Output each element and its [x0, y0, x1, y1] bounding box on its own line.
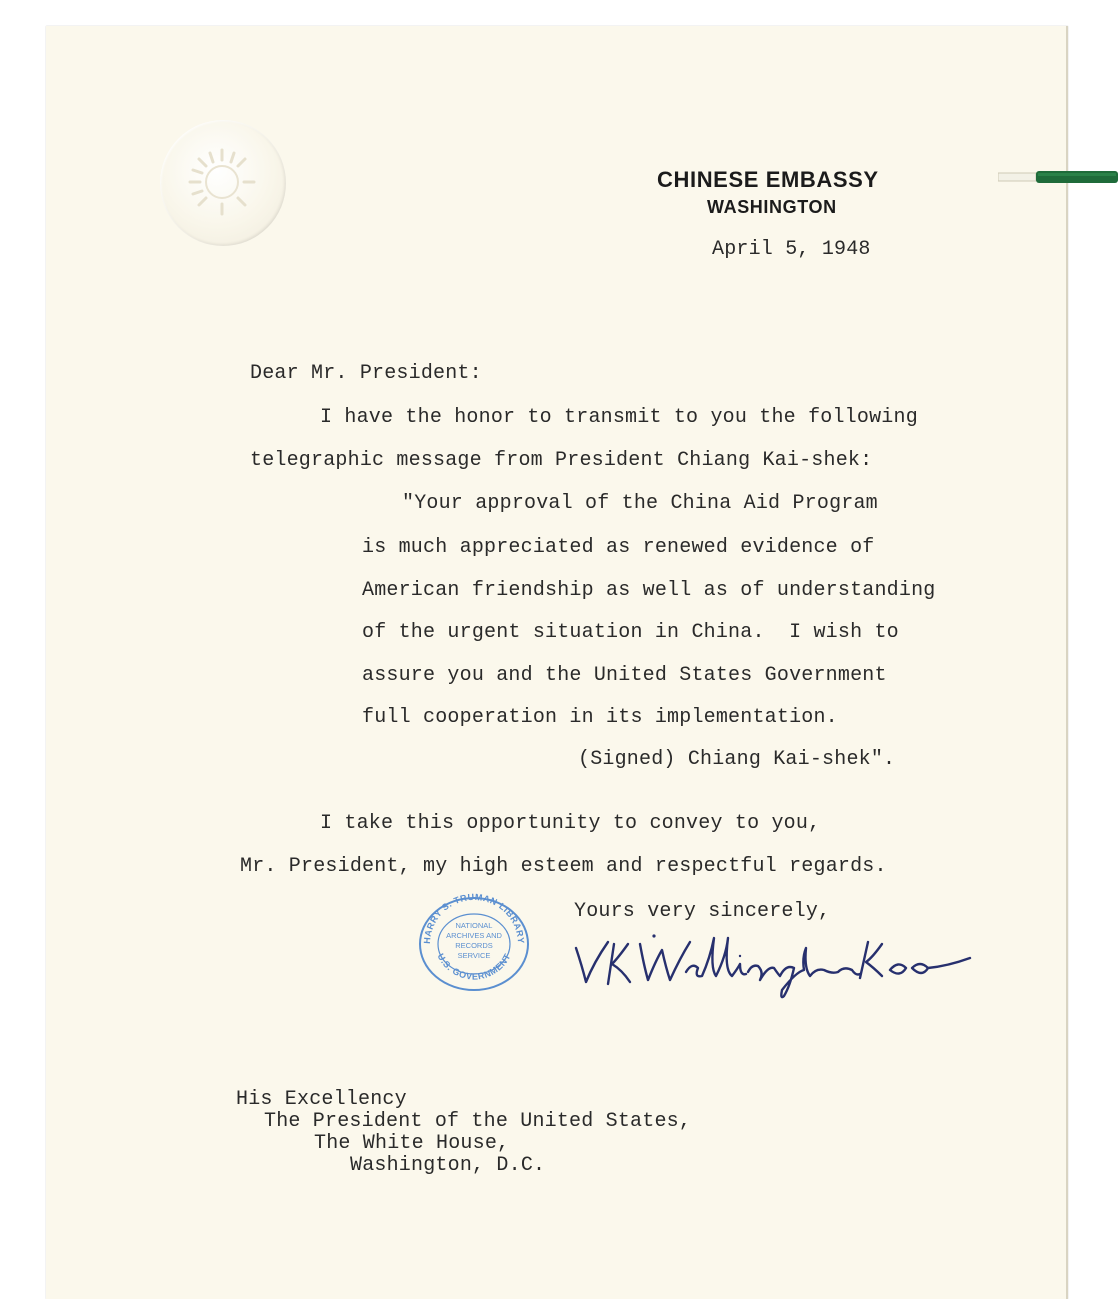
- quote-line: American friendship as well as of understanding: [362, 579, 936, 602]
- letterhead-city: WASHINGTON: [707, 197, 837, 217]
- body-intro-line: I have the honor to transmit to you the following: [320, 406, 918, 429]
- embossed-seal-icon: [160, 120, 286, 246]
- closing-line: Mr. President, my high esteem and respectful regards.: [240, 855, 887, 878]
- green-ribbon-icon: [998, 170, 1118, 184]
- stamp-center-line: SERVICE: [457, 951, 491, 960]
- quote-signed: (Signed) Chiang Kai-shek".: [578, 748, 896, 771]
- quote-line: is much appreciated as renewed evidence of: [362, 536, 875, 559]
- address-line: The White House,: [314, 1132, 510, 1155]
- signature-icon: [568, 928, 976, 1000]
- complimentary-close: Yours very sincerely,: [574, 900, 831, 923]
- quote-line: of the urgent situation in China. I wish to: [362, 621, 899, 644]
- quote-line: "Your approval of the China Aid Program: [402, 492, 878, 515]
- stamp-ring-top: HARRY S. TRUMAN LIBRARY: [421, 892, 527, 945]
- closing-line: I take this opportunity to convey to you,: [320, 812, 821, 835]
- archive-stamp-icon: [416, 892, 532, 992]
- body-intro-line: telegraphic message from President Chiang Kai-shek:: [250, 449, 873, 472]
- letter-date: April 5, 1948: [712, 238, 871, 261]
- stamp-center-line: NATIONAL: [455, 921, 493, 930]
- quote-line: full cooperation in its implementation.: [362, 706, 838, 729]
- stamp-ring-bottom: U.S. GOVERNMENT: [435, 951, 513, 982]
- stamp-center-line: RECORDS: [455, 941, 493, 950]
- salutation: Dear Mr. President:: [250, 362, 482, 385]
- address-line: His Excellency: [236, 1088, 407, 1111]
- letterhead-org: CHINESE EMBASSY: [657, 167, 879, 192]
- stamp-center-line: ARCHIVES AND: [446, 931, 502, 940]
- address-line: Washington, D.C.: [350, 1154, 546, 1177]
- address-line: The President of the United States,: [264, 1110, 692, 1133]
- quote-line: assure you and the United States Government: [362, 664, 887, 687]
- paper-edge: [1066, 26, 1068, 1299]
